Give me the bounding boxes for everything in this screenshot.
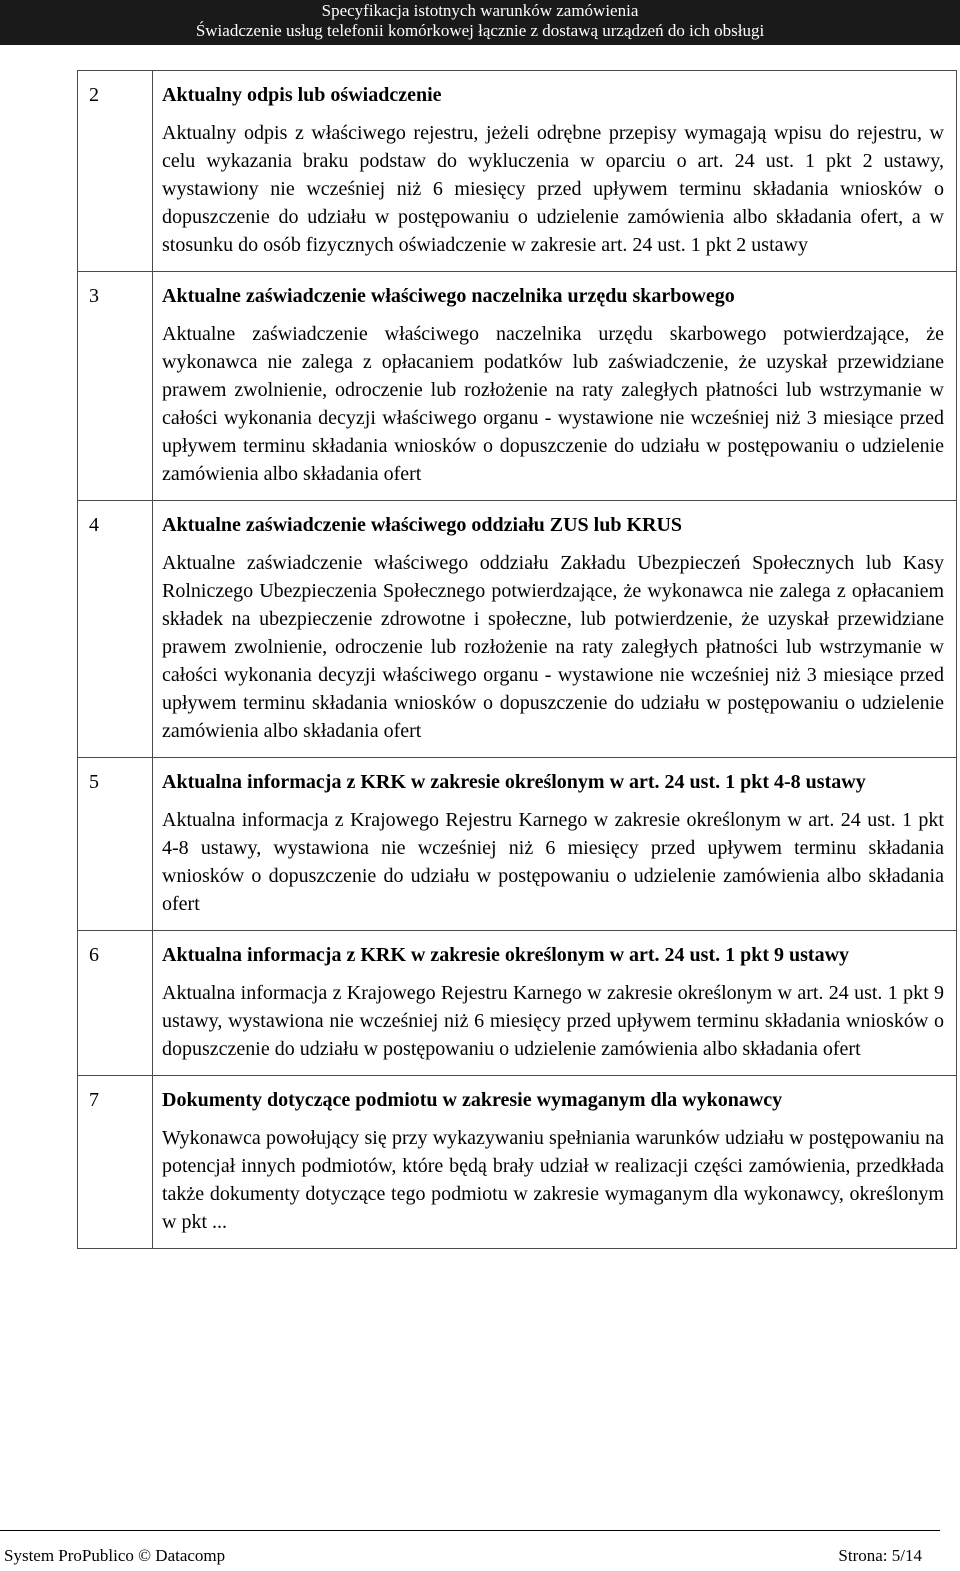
footer-divider [0, 1530, 940, 1531]
footer-page-number: Strona: 5/14 [838, 1546, 922, 1565]
row-content [153, 1076, 957, 1249]
row-title: Aktualny odpis lub oświadczenie [162, 84, 442, 106]
page-header [0, 0, 960, 45]
row-title: Aktualne zaświadczenie właściwego naczelnika urzędu skarbowego [162, 285, 735, 307]
table-row [78, 1076, 957, 1249]
row-number: 6 [78, 931, 153, 1076]
header-line-2: Świadczenie usług telefonii komórkowej łącznie z dostawą urządzeń do ich obsługi [195, 21, 765, 40]
row-body: Aktualna informacja z Krajowego Rejestru Karnego w zakresie określonym w art. 24 ust. 1 pkt 4-8 ustawy, wystawiona nie wcześniej niż 6 miesięcy przed upływem terminu składania wniosków o dopuszczenie do udziału w postępowaniu o udzielenie zamówienia albo składania ofert [162, 809, 944, 915]
row-title: Aktualne zaświadczenie właściwego oddziału ZUS lub KRUS [162, 514, 683, 536]
row-body: Wykonawca powołujący się przy wykazywaniu spełniania warunków udziału w postępowaniu na potencjał innych podmiotów, które będą brały udział w realizacji części zamówienia, przedkłada także dokumenty dotyczące tego podmiotu w zakresie wymaganym dla wykonawcy, określonym w pkt ... [162, 1127, 944, 1233]
table-row [78, 758, 957, 931]
header-line-1: Specyfikacja istotnych warunków zamówienia [321, 1, 639, 20]
row-content [153, 71, 957, 272]
row-content [153, 931, 957, 1076]
row-content [153, 758, 957, 931]
row-body: Aktualny odpis z właściwego rejestru, jeżeli odrębne przepisy wymagają wpisu do rejestru, w celu wykazania braku podstaw do wykluczenia w oparciu o art. 24 ust. 1 pkt 2 ustawy, wystawiony nie wcześniej niż 6 miesięcy przed upływem terminu składania wniosków o dopuszczenie do udziału w postępowaniu o udzielenie zamówienia albo składania ofert, a w stosunku do osób fizycznych oświadczenie w zakresie art. 24 ust. 1 pkt 2 ustawy [162, 122, 944, 256]
table-row [78, 501, 957, 758]
row-body: Aktualna informacja z Krajowego Rejestru Karnego w zakresie określonym w art. 24 ust. 1 pkt 9 ustawy, wystawiona nie wcześniej niż 6 miesięcy przed upływem terminu składania wniosków o dopuszczenie do udziału w postępowaniu o udzielenie zamówienia albo składania ofert [162, 982, 944, 1060]
table-row [78, 71, 957, 272]
table-row [78, 272, 957, 501]
row-number: 7 [78, 1076, 153, 1249]
row-title: Aktualna informacja z KRK w zakresie określonym w art. 24 ust. 1 pkt 9 ustawy [162, 944, 850, 966]
row-body: Aktualne zaświadczenie właściwego oddziału Zakładu Ubezpieczeń Społecznych lub Kasy Rolniczego Ubezpieczenia Społecznego potwierdzające, że wykonawca nie zalega z opłacaniem składek na ubezpieczenie zdrowotne i społeczne, lub potwierdzenie, że uzyskał przewidziane prawem zwolnienie, odroczenie lub rozłożenie na raty zaległych płatności lub wstrzymanie w całości wykonania decyzji właściwego organu - wystawione nie wcześniej niż 3 miesiące przed upływem terminu składania wniosków o dopuszczenie do udziału w postępowaniu o udzielenie zamówienia albo składania ofert [162, 552, 944, 742]
row-content [153, 272, 957, 501]
requirements-table [77, 70, 957, 1249]
row-title: Aktualna informacja z KRK w zakresie określonym w art. 24 ust. 1 pkt 4-8 ustawy [162, 771, 866, 793]
row-number: 3 [78, 272, 153, 501]
table-row [78, 931, 957, 1076]
row-number: 2 [78, 71, 153, 272]
footer-system-label: System ProPublico © Datacomp [4, 1546, 226, 1565]
row-number: 5 [78, 758, 153, 931]
row-number: 4 [78, 501, 153, 758]
row-body: Aktualne zaświadczenie właściwego naczelnika urzędu skarbowego potwierdzające, że wykonawca nie zalega z opłacaniem podatków lub zaświadczenie, że uzyskał przewidziane prawem zwolnienie, odroczenie lub rozłożenie na raty zaległych płatności lub wstrzymanie w całości wykonania decyzji właściwego organu - wystawione nie wcześniej niż 3 miesiące przed upływem terminu składania wniosków o dopuszczenie do udziału w postępowaniu o udzielenie zamówienia albo składania ofert [162, 323, 944, 485]
row-title: Dokumenty dotyczące podmiotu w zakresie wymaganym dla wykonawcy [162, 1089, 783, 1111]
row-content [153, 501, 957, 758]
